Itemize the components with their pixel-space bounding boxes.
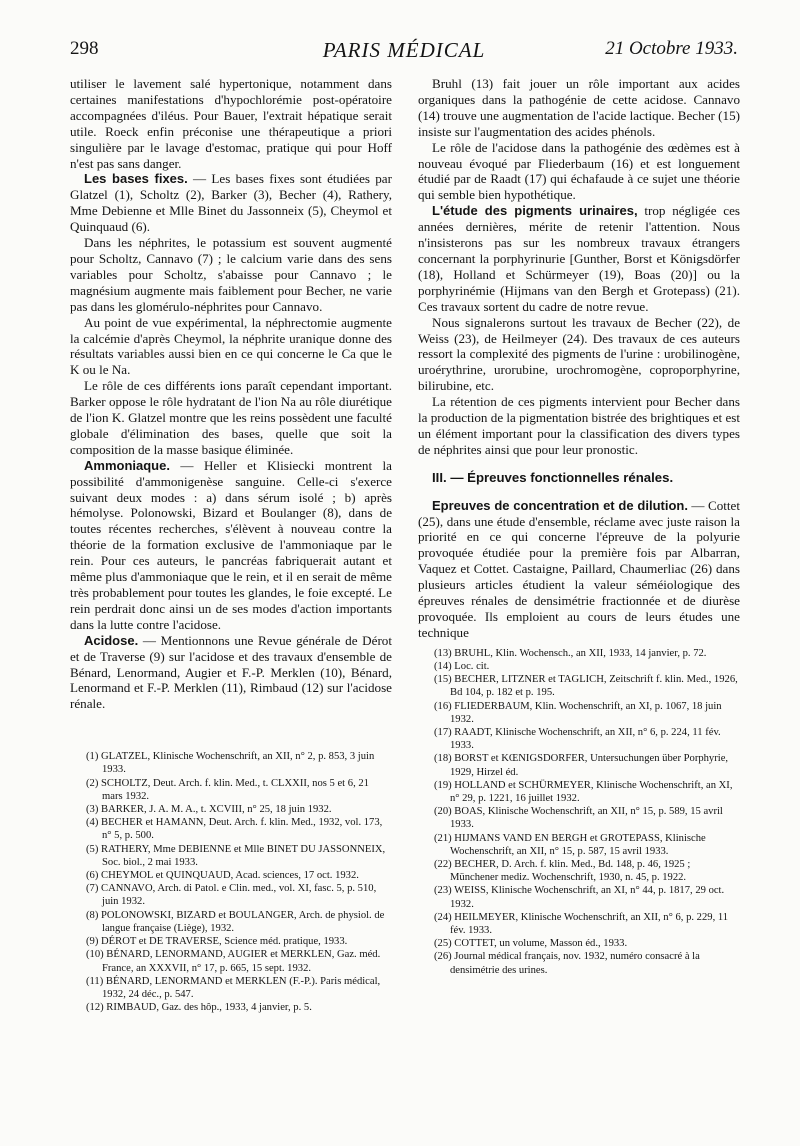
- footnote: (19) HOLLAND et SCHÜRMEYER, Klinische Wochenschrift, an XI, n° 29, p. 1221, 16 juillet 1932.: [434, 779, 733, 805]
- footnote: (10) BÉNARD, LENORMAND, AUGIER et MERKLEN, Gaz. méd. France, an XXXVII, n° 17, p. 665, 15 sept. 1932.: [86, 949, 381, 974]
- footnote: (4) BECHER et HAMANN, Deut. Arch. f. klin. Med., 1932, vol. 173, n° 5, p. 500.: [86, 817, 383, 842]
- paragraph: [418, 203, 740, 314]
- footnote: (18) BORST et KŒNIGSDORFER, Untersuchungen über Porphyrie, 1929, Hirzel éd.: [434, 753, 729, 778]
- paragraph: utiliser le lavement salé hypertonique, notamment dans certaines manifestations d'hypochlorémie post-opératoire accompagnées d'iléus. Pour Bauer, l'extrait hépatique serait utile. Roeck enfin préconise une thérapeutique a priori singulière par le lavage d'estomac, pratique qui pour Hoff n'est pas sans danger.: [70, 76, 392, 171]
- paragraph: Dans les néphrites, le potassium est souvent augmenté pour Scholtz, Cannavo (7) ; le calcium varie dans des sens variables pour Scholtz, s'abaisse pour Cannavo ; le magnésium augmente mais faiblement pour Becher, ne varie pas dans les glomérulo-néphrites pour Cannavo.: [70, 235, 392, 314]
- issue-date: 21 Octobre 1933.: [605, 38, 738, 59]
- paragraph: Nous signalerons surtout les travaux de Becher (22), de Weiss (23), de Heilmeyer (24). Des travaux de ces auteurs ressort la complexité des pigments de l'urine : urobilinogène, uroérythrine, urorubine, urochromogène, coproporphyrine, bilirubine, etc.: [418, 314, 740, 394]
- footnote: (12) RIMBAUD, Gaz. des hôp., 1933, 4 janvier, p. 5.: [86, 1002, 312, 1014]
- footnote: (16) FLIEDERBAUM, Klin. Wochenschrift, an XI, p. 1067, 18 juin 1932.: [434, 700, 722, 725]
- paragraph: Au point de vue expérimental, la néphrectomie augmente la calcémie d'après Cheymol, la néphrite uranique donne des résultats variables aussi bien en ce qui concerne le Ca que le K ou le Na.: [70, 314, 392, 378]
- paragraph-text: trop négligée ces années dernières, mérite de retenir l'attention. Nous n'insisterons pas sur les nombreux travaux étrangers concernant la porphyrinurie [Gunther, Borst et Königsdörfer (18), Holland et Schürmeyer (19), Boas (20)] ou la porphyrinémie (Hijmans van den Bergh et Grotepass) (21). Ces travaux sortent du cadre de notre revue.: [418, 203, 741, 314]
- paragraph: [418, 498, 740, 641]
- page-number: 298: [70, 38, 99, 59]
- run-in-heading: Acidose.: [84, 632, 139, 648]
- journal-title: PARIS MÉDICAL: [322, 38, 486, 62]
- footnote: (22) BECHER, D. Arch. f. klin. Med., Bd. 148, p. 46, 1925 ; Münchener mediz. Wochenschrift, 1930, n. 45, p. 1922.: [434, 859, 691, 884]
- run-in-heading: L'étude des pigments urinaires,: [432, 203, 638, 219]
- footnote: (3) BARKER, J. A. M. A., t. XCVIII, n° 25, 18 juin 1932.: [86, 804, 332, 816]
- paragraph-text: — Cottet (25), dans une étude d'ensemble, réclame avec juste raison la priorité en ce qui concerne l'épreuve de la polyurie provoquée étudiée pour la première fois par Albarran, Vaquez et Cottet. Castaigne, Paillard, Chaumerliac (26) dans plusieurs articles étudient la valeur séméiologique des épreuves rénales de densimétrie fractionnée et de diurèse provoquée. Ils emploient au cours de leurs études une technique: [418, 497, 740, 640]
- paragraph: [70, 458, 392, 633]
- paragraph: Le rôle de ces différents ions paraît cependant important. Barker oppose le rôle hydratant de l'ion Na au rôle diurétique de l'ion K. Glatzel montre que les reins possèdent une faculté globale d'élimination des bases, quelle que soit la composition de la masse basique éliminée.: [70, 378, 392, 457]
- footnote: (9) DÉROT et DE TRAVERSE, Science méd. pratique, 1933.: [86, 936, 348, 948]
- footnote: (1) GLATZEL, Klinische Wochenschrift, an XII, n° 2, p. 853, 3 juin 1933.: [86, 751, 375, 776]
- footnote: (15) BECHER, LITZNER et TAGLICH, Zeitschrift f. klin. Med., 1926, Bd 104, p. 182 et p. 195.: [434, 674, 738, 699]
- footnote: (2) SCHOLTZ, Deut. Arch. f. klin. Med., t. CLXXII, nos 5 et 6, 21 mars 1932.: [86, 777, 369, 802]
- footnote: (8) POLONOWSKI, BIZARD et BOULANGER, Arch. de physiol. de langue française (Liège), 1932.: [86, 909, 385, 934]
- footnote: (7) CANNAVO, Arch. di Patol. e Clin. med., vol. XI, fasc. 5, p. 510, juin 1932.: [86, 883, 377, 908]
- page-header: [70, 38, 738, 68]
- section-heading: III. — Épreuves fonctionnelles rénales.: [432, 469, 674, 485]
- paragraph: Bruhl (13) fait jouer un rôle important aux acides organiques dans la pathogénie de cette acidose. Cannavo (14) trouve une augmentation de l'acide lactique. Becher (15) insiste sur l'augmentation des acides phénols.: [418, 76, 740, 139]
- footnotes: [70, 750, 392, 1014]
- run-in-heading: Les bases fixes.: [84, 171, 188, 187]
- paragraph: [70, 633, 392, 713]
- footnote: (17) RAADT, Klinische Wochenschrift, an XII, n° 6, p. 224, 11 fév. 1933.: [434, 727, 721, 752]
- paragraph: Le rôle de l'acidose dans la pathogénie des œdèmes est à nouveau évoqué par Fliederbaum (16) et est longuement étudié par de Raadt (17) qui échafaude à ce sujet une théorie qui semble bien hypothétique.: [418, 139, 740, 203]
- paragraph-text: — Heller et Klisiecki montrent la possibilité d'ammonigenèse sanguine. Celle-ci s'exerce suivant deux modes : a) dans sérum isolé ; b) après hémolyse. Polonowski, Bizard et Boulanger (8), dans de toutes récentes recherches, s'élèvent à nouveau contre la théorie de la formation exclusive de l'ammoniaque par le rein. Pour ces auteurs, le pancréas fabriquerait autant et même plus d'ammoniaque que le rein, et il en serait de même très probablement pour toutes les glandes, le foie excepté. Le rein perdrait donc ainsi un de ses modes d'action importants dans la lutte contre l'acidose.: [70, 457, 392, 632]
- run-in-heading: Epreuves de concentration et de dilution.: [432, 497, 688, 513]
- paragraph: [70, 171, 392, 235]
- footnote: (13) BRUHL, Klin. Wochensch., an XII, 1933, 14 janvier, p. 72.: [434, 647, 707, 659]
- footnote: (21) HIJMANS VAND EN BERGH et GROTEPASS, Klinische Wochenschrift, an XII, n° 15, p. 587, 15 avril 1933.: [434, 832, 706, 857]
- footnote: (6) CHEYMOL et QUINQUAUD, Acad. sciences, 17 oct. 1932.: [86, 870, 359, 882]
- footnote: (26) Journal médical français, nov. 1932, numéro consacré à la densimétrie des urines.: [434, 951, 700, 976]
- footnote: (5) RATHERY, Mme DEBIENNE et Mlle BINET DU JASSONNEIX, Soc. biol., 2 mai 1933.: [86, 843, 386, 868]
- footnote: (25) COTTET, un volume, Masson éd., 1933.: [434, 938, 628, 950]
- footnote: (11) BÉNARD, LENORMAND et MERKLEN (F.-P.). Paris médical, 1932, 24 déc., p. 547.: [86, 975, 381, 1000]
- paragraph: La rétention de ces pigments intervient pour Becher dans la production de la pigmentation bistrée des brightiques et est un élément important pour la classification des divers types de néphrites ainsi que pour leur pronostic.: [418, 394, 740, 457]
- footnote: (14) Loc. cit.: [434, 661, 490, 673]
- footnotes: [418, 647, 740, 977]
- right-column: [418, 76, 740, 977]
- footnote: (23) WEISS, Klinische Wochenschrift, an XI, n° 44, p. 1817, 29 oct. 1932.: [434, 885, 725, 910]
- footnote: (24) HEILMEYER, Klinische Wochenschrift, an XII, n° 6, p. 229, 11 fév. 1933.: [434, 911, 729, 937]
- left-column: [70, 76, 392, 1014]
- run-in-heading: Ammoniaque.: [84, 457, 170, 473]
- paragraph-text: — Mentionnons une Revue générale de Dérot et de Traverse (9) sur l'acidose et des travaux d'ensemble de Bénard, Lenormand, Augier et F.-P. Merklen (10), Bénard, Lenormand et F.-P. Merklen (11), Rimbaud (12) sur l'acidose rénale.: [70, 632, 392, 712]
- footnote: (20) BOAS, Klinische Wochenschrift, an XII, n° 15, p. 589, 15 avril 1933.: [434, 806, 723, 831]
- paragraph-text: — Les bases fixes sont étudiées par Glatzel (1), Scholtz (2), Barker (3), Becher (4), Rathery, Mme Debienne et Mlle Binet du Jassonneix (5), Cheymol et Quinquaud (6).: [70, 171, 392, 235]
